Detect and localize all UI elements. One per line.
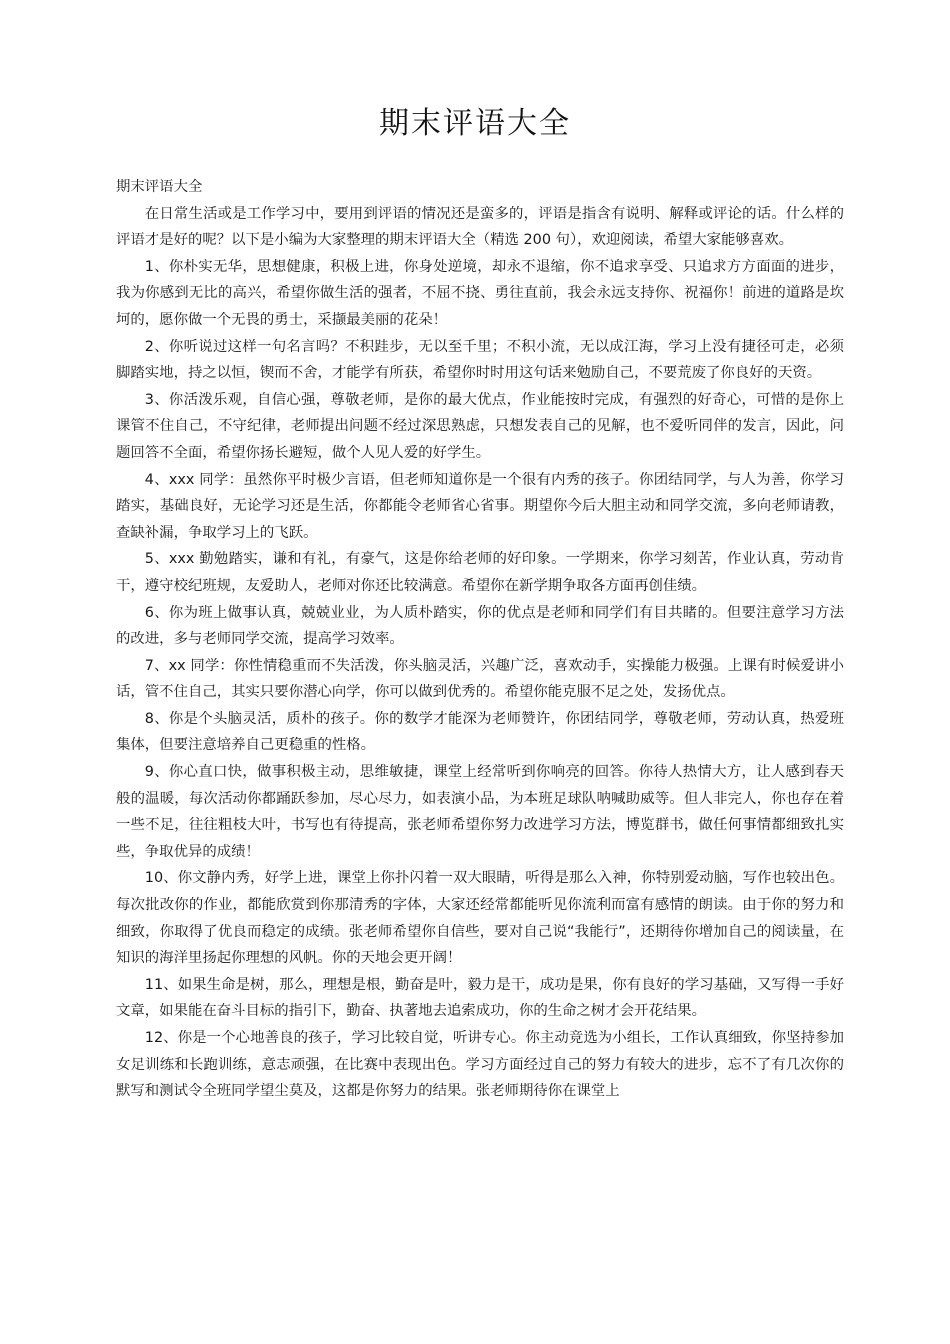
document-subtitle: 期末评语大全 <box>116 179 203 195</box>
comment-paragraph-12: 12、你是一个心地善良的孩子，学习比较自觉，听讲专心。你主动竞选为小组长，工作认真细致，你坚持参加女足训练和长跑训练，意志顽强，在比赛中表现出色。学习方面经过自己的努力有较大的进步，忘不了有几次你的默写和测试令全班同学望尘莫及，这都是你努力的结果。张老师期待你在课堂上 <box>116 1030 844 1100</box>
comment-paragraph-11: 11、如果生命是树，那么，理想是根，勤奋是叶，毅力是干，成功是果，你有良好的学习基础，又写得一手好文章，如果能在奋斗目标的指引下，勤奋、执著地去追索成功，你的生命之树才会开花结果。 <box>116 976 844 1020</box>
intro-paragraph: 在日常生活或是工作学习中，要用到评语的情况还是蛮多的，评语是指含有说明、解释或评论的话。什么样的评语才是好的呢？以下是小编为大家整理的期末评语大全（精选 200 句），欢迎阅读，希望大家能够喜欢。 <box>116 205 844 249</box>
comment-paragraph-8: 8、你是个头脑灵活，质朴的孩子。你的数学才能深为老师赞许，你团结同学，尊敬老师，劳动认真，热爱班集体，但要注意培养自己更稳重的性格。 <box>116 710 844 754</box>
document-body <box>116 174 844 1105</box>
comment-paragraph-1: 1、你朴实无华，思想健康，积极上进，你身处逆境，却永不退缩，你不追求享受、只追求方方面面的进步，我为你感到无比的高兴，希望你做生活的强者，不屈不挠、勇往直前，我会永远支持你、祝福你！前进的道路是坎坷的，愿你做一个无畏的勇士，采撷最美丽的花朵！ <box>116 258 844 328</box>
comment-paragraph-10: 10、你文静内秀，好学上进，课堂上你扑闪着一双大眼睛，听得是那么入神，你特别爱动脑，写作也较出色。每次批改你的作业，都能欣赏到你那清秀的字体，大家还经常都能听见你流利而富有感情的朗读。由于你的努力和细致，你取得了优良而稳定的成绩。张老师希望你自信些，要对自己说“我能行”，还期待你增加自己的阅读量，在知识的海洋里扬起你理想的风帆。你的天地会更开阔！ <box>116 870 844 967</box>
document-title: 期末评语大全 <box>379 106 571 141</box>
comment-paragraph-5: 5、xxx 勤勉踏实，谦和有礼，有豪气，这是你给老师的好印象。一学期来，你学习刻苦，作业认真，劳动肯干，遵守校纪班规，友爱助人，老师对你还比较满意。希望你在新学期争取各方面再创佳绩。 <box>116 551 844 594</box>
comment-paragraph-3: 3、你活泼乐观，自信心强，尊敬老师，是你的最大优点，作业能按时完成，有强烈的好奇心，可惜的是你上课管不住自己，不守纪律，老师提出问题不经过深思熟虑，只想发表自己的见解，也不爱听同伴的发言，因此，问题回答不全面，希望你扬长避短，做个人见人爱的好学生。 <box>116 391 844 461</box>
comment-paragraph-4: 4、xxx 同学：虽然你平时极少言语，但老师知道你是一个很有内秀的孩子。你团结同学，与人为善，你学习踏实，基础良好，无论学习还是生活，你都能令老师省心省事。期望你今后大胆主动和同学交流，多向老师请教，查缺补漏，争取学习上的飞跃。 <box>116 471 844 541</box>
comment-paragraph-9: 9、你心直口快，做事积极主动，思维敏捷，课堂上经常听到你响亮的回答。你待人热情大方，让人感到春天般的温暖，每次活动你都踊跃参加，尽心尽力，如表演小品，为本班足球队呐喊助威等。但人非完人，你也存在着一些不足，往往粗枝大叶，书写也有待提高，张老师希望你努力改进学习方法，博览群书，做任何事情都细致扎实些，争取优异的成绩！ <box>116 764 844 860</box>
comment-paragraph-2: 2、你听说过这样一句名言吗？不积跬步，无以至千里；不积小流，无以成江海，学习上没有捷径可走，必须脚踏实地，持之以恒，锲而不舍，才能学有所获，希望你时时用这句话来勉励自己，不要荒废了你良好的天资。 <box>116 338 844 382</box>
comment-paragraph-6: 6、你为班上做事认真，兢兢业业，为人质朴踏实，你的优点是老师和同学们有目共睹的。但要注意学习方法的改进，多与老师同学交流，提高学习效率。 <box>116 604 844 648</box>
comment-paragraph-7: 7、xx 同学：你性情稳重而不失活泼，你头脑灵活，兴趣广泛，喜欢动手，实操能力极强。上课有时候爱讲小话，管不住自己，其实只要你潜心向学，你可以做到优秀的。希望你能克服不足之处，发扬优点。 <box>116 657 844 701</box>
